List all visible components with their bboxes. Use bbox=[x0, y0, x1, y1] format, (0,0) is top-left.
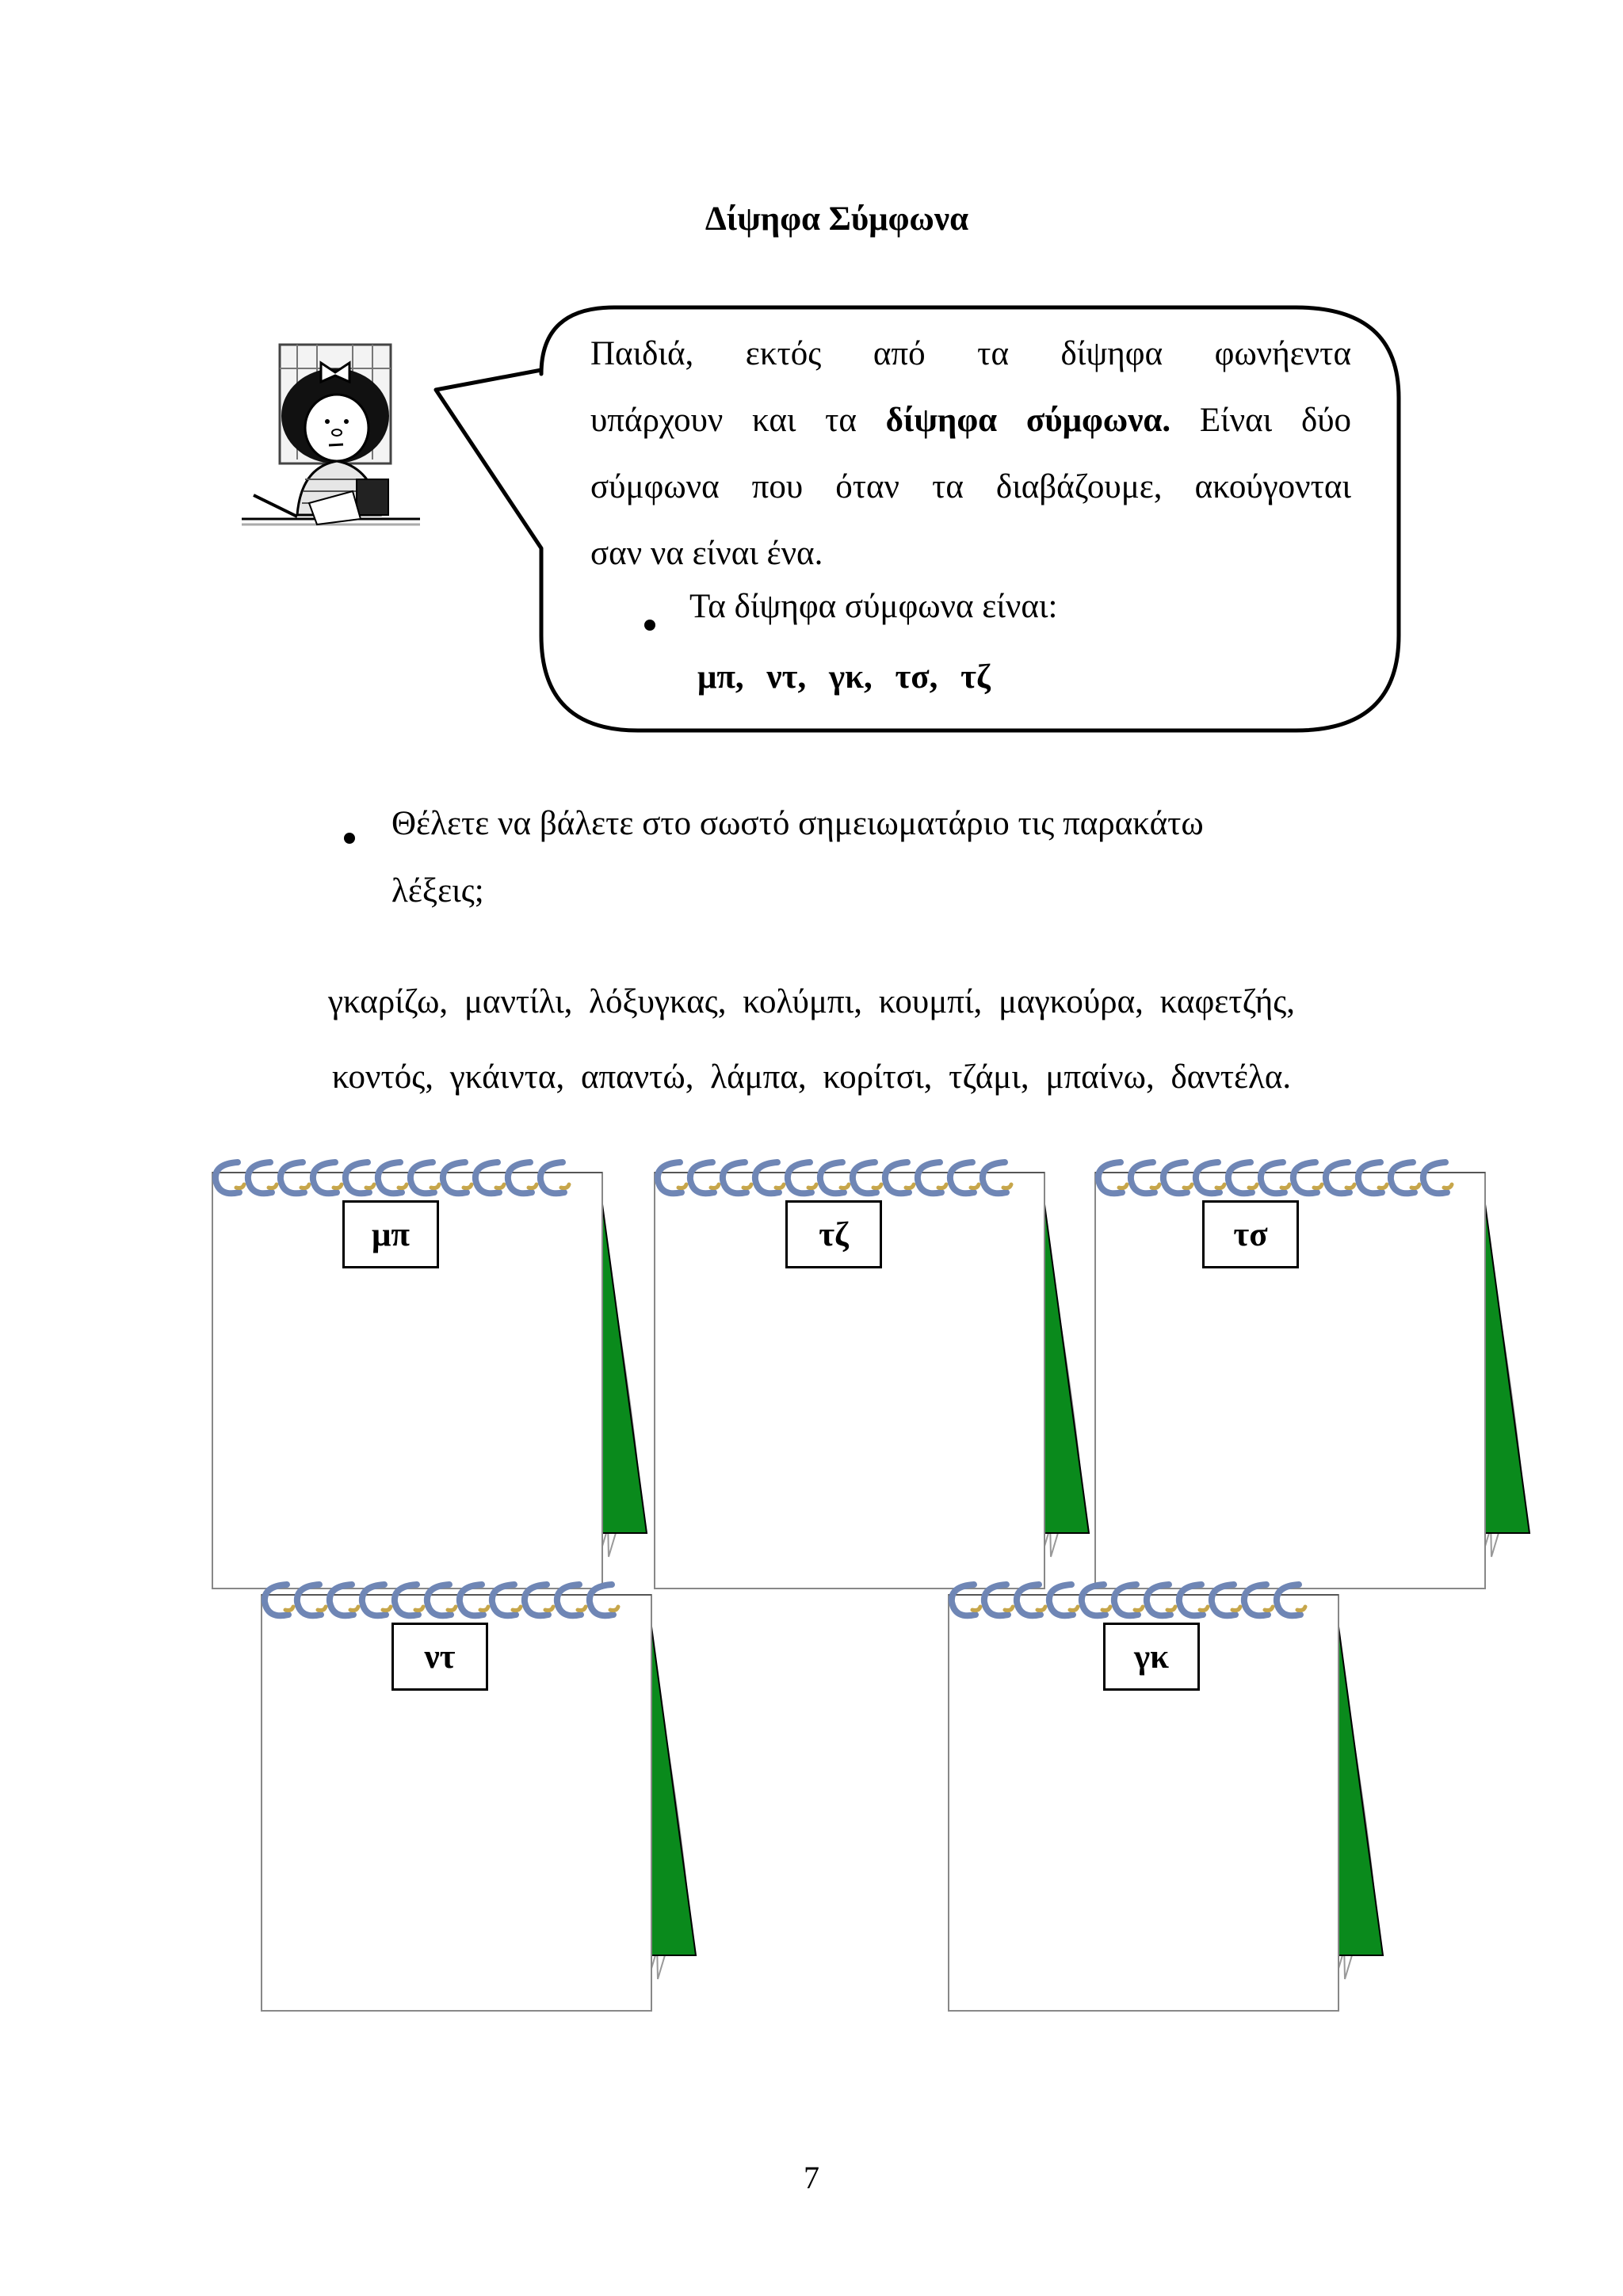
notepad-label: τζ bbox=[785, 1200, 882, 1268]
notepad-label: ντ bbox=[391, 1623, 488, 1691]
bubble-text-line: σαν να είναι ένα. bbox=[590, 535, 823, 572]
page-number: 7 bbox=[804, 2160, 819, 2195]
notepad-drawing bbox=[1095, 1161, 1507, 1589]
notepad-green-cover bbox=[602, 1204, 647, 1533]
notepad-green-cover bbox=[1338, 1627, 1383, 1955]
bullet-icon bbox=[344, 833, 355, 844]
bubble-text-line: Παιδιά, εκτός από τα δίψηφα φωνήεντα bbox=[590, 335, 1351, 372]
bubble-text-segment: Είναι δύο bbox=[1170, 402, 1351, 439]
bubble-text-segment: υπάρχουν και τα bbox=[590, 402, 886, 439]
bold-term: δίψηφα σύμφωνα. bbox=[885, 402, 1171, 439]
bubble-text-line bbox=[590, 387, 1351, 454]
notepad-green-cover bbox=[1044, 1204, 1089, 1533]
bullet-icon bbox=[644, 620, 655, 631]
notepad-green-cover bbox=[651, 1627, 696, 1955]
notepad-green-cover bbox=[1485, 1204, 1529, 1533]
page-title: Δίψηφα Σύμφωνα bbox=[705, 200, 969, 238]
digraph-list: μπ, ντ, γκ, τσ, τζ bbox=[697, 658, 991, 696]
bubble-list-label: Τα δίψηφα σύμφωνα είναι: bbox=[689, 588, 1058, 625]
bubble-text-line: σύμφωνα που όταν τα διαβάζουμε, ακούγονται bbox=[590, 468, 1351, 505]
word-list-line: κοντός, γκάιντα, απαντώ, λάμπα, κορίτσι, τζάμι, μπαίνω, δαντέλα. bbox=[331, 1058, 1292, 1096]
notepad-label: γκ bbox=[1103, 1623, 1200, 1691]
girl-illustration bbox=[242, 341, 420, 539]
word-list-line: γκαρίζω, μαντίλι, λόξυγκας, κολύμπι, κουμπί, μαγκούρα, καφετζής, bbox=[327, 983, 1296, 1020]
task-instruction: Θέλετε να βάλετε στο σωστό σημειωματάριο τις παρακάτω bbox=[391, 805, 1204, 842]
notepad-label: μπ bbox=[342, 1200, 439, 1268]
notepad-label: τσ bbox=[1202, 1200, 1299, 1268]
task-instruction: λέξεις; bbox=[391, 872, 484, 910]
